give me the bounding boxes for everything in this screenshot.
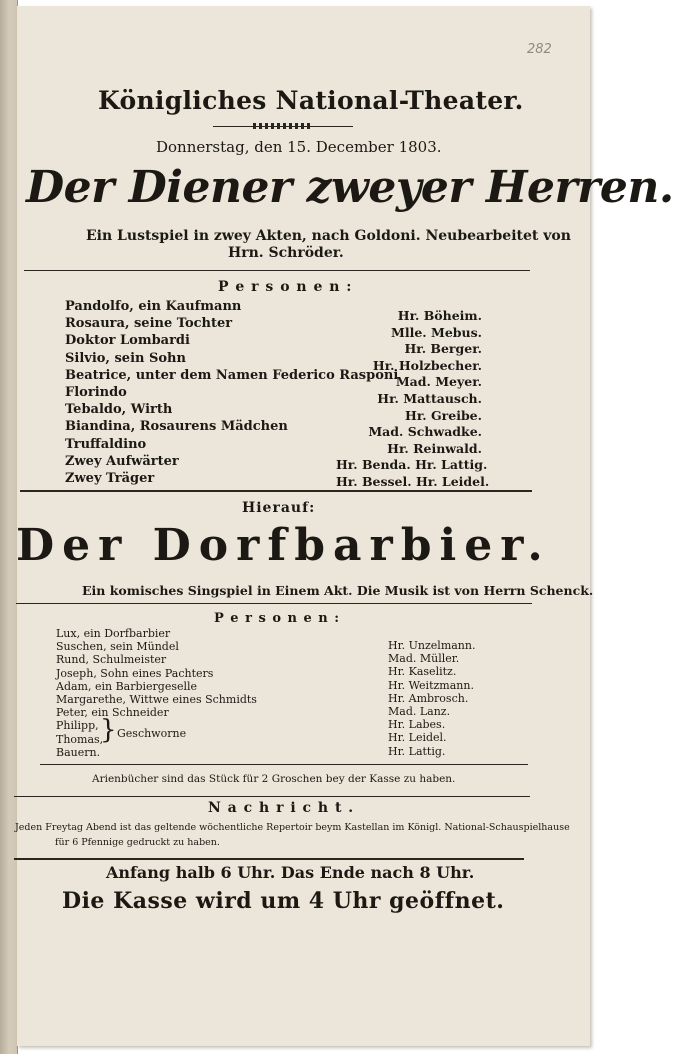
actor-item: Hr. Leidel. <box>388 731 447 745</box>
role-item: Suschen, sein Mündel <box>56 640 179 654</box>
actor-item: Hr. Benda. Hr. Lattig. <box>336 457 488 473</box>
play1-title: Der Diener zweyer Herren. <box>26 162 674 213</box>
pencil-annotation: 282 <box>527 42 552 57</box>
actor-item: Hr. Labes. <box>388 718 446 732</box>
theater-name: Königliches National-Theater. <box>98 86 524 115</box>
divider-rule-3 <box>16 603 532 604</box>
divider-rule-5 <box>14 796 530 797</box>
role-item: Thomas, <box>56 732 104 746</box>
role-item: Florindo <box>65 385 127 401</box>
performance-date: Donnerstag, den 15. December 1803. <box>156 138 442 156</box>
play1-personen-heading: P e r s o n e n : <box>218 279 353 295</box>
actor-item: Hr. Holzbecher. <box>372 357 482 373</box>
play2-personen-heading: P e r s o n e n : <box>214 611 341 626</box>
role-item: Lux, ein Dorfbarbier <box>56 627 171 640</box>
role-item: Pandolfo, ein Kaufmann <box>65 299 242 314</box>
play1-actor-list <box>336 308 490 491</box>
role-item: Adam, ein Barbiergeselle <box>56 679 198 693</box>
hierauf-label: Hierauf: <box>242 500 316 516</box>
role-item: Zwey Aufwärter <box>65 453 179 469</box>
arien-note: Arienbücher sind das Stück für 2 Groschen bey der Kasse zu haben. <box>92 773 456 785</box>
actor-item: Hr. Weitzmann. <box>388 678 474 692</box>
play1-adapter: Hrn. Schröder. <box>228 245 344 261</box>
role-item: Peter, ein Schneider <box>56 706 169 720</box>
actor-item: Hr. Greibe. <box>405 407 482 423</box>
actor-item: Hr. Berger. <box>404 341 482 357</box>
role-item: Margarethe, Wittwe eines Schmidts <box>56 693 257 707</box>
geschworne-label: Geschworne <box>117 727 187 740</box>
role-item: Bauern. <box>56 745 101 759</box>
role-item: Tebaldo, Wirth <box>65 402 173 418</box>
nachricht-line2: für 6 Pfennige gedruckt zu haben. <box>55 837 220 848</box>
brace: } <box>100 715 117 745</box>
ornament-divider <box>213 122 353 132</box>
role-item: Joseph, Sohn eines Pachters <box>56 666 214 680</box>
actor-item: Hr. Lattig. <box>388 744 446 758</box>
role-item: Truffaldino <box>65 436 147 452</box>
actor-item: Hr. Reinwald. <box>387 440 482 456</box>
role-item: Philipp, <box>56 719 99 733</box>
divider-rule-6 <box>14 858 524 860</box>
play1-subtitle: Ein Lustspiel in zwey Akten, nach Goldoni. Neubearbeitet von <box>86 228 571 244</box>
divider-rule-4 <box>40 764 528 765</box>
divider-rule-2 <box>20 490 532 492</box>
role-item: Doktor Lombardi <box>65 333 190 349</box>
nachricht-line1: Jeden Freytag Abend ist das geltende wöchentliche Repertoir beym Kastellan im Königl. National-Schauspielhause <box>15 822 570 833</box>
actor-item: Hr. Bessel. Hr. Leidel. <box>336 473 490 489</box>
divider-rule-1 <box>24 270 530 271</box>
play2-title: Der Dorfbarbier. <box>16 520 551 571</box>
role-item: Rund, Schulmeister <box>56 653 167 667</box>
nachricht-heading: N a c h r i c h t . <box>208 800 355 816</box>
actor-item: Mad. Schwadke. <box>368 424 482 440</box>
actor-item: Mlle. Mebus. <box>391 324 482 340</box>
actor-item: Hr. Unzelmann. <box>388 639 476 652</box>
play2-actor-list <box>388 639 475 758</box>
actor-item: Hr. Kaselitz. <box>388 665 457 679</box>
play2-subtitle: Ein komisches Singspiel in Einem Akt. Die Musik ist von Herrn Schenck. <box>82 583 594 598</box>
role-item: Rosaura, seine Tochter <box>65 316 233 332</box>
role-item: Beatrice, unter dem Namen Federico Rasponi <box>65 367 399 383</box>
box-office-opening: Die Kasse wird um 4 Uhr geöffnet. <box>62 888 505 914</box>
actor-item: Hr. Mattausch. <box>377 390 482 406</box>
start-end-time: Anfang halb 6 Uhr. Das Ende nach 8 Uhr. <box>106 863 475 882</box>
role-item: Zwey Träger <box>65 471 155 487</box>
actor-item: Mad. Lanz. <box>388 705 451 719</box>
actor-item: Mad. Müller. <box>388 652 460 666</box>
actor-item: Hr. Ambrosch. <box>388 691 469 705</box>
role-item: Biandina, Rosaurens Mädchen <box>65 419 288 435</box>
actor-item: Mad. Meyer. <box>395 374 482 390</box>
role-item: Silvio, sein Sohn <box>65 350 186 366</box>
actor-item: Hr. Böheim. <box>397 308 482 323</box>
